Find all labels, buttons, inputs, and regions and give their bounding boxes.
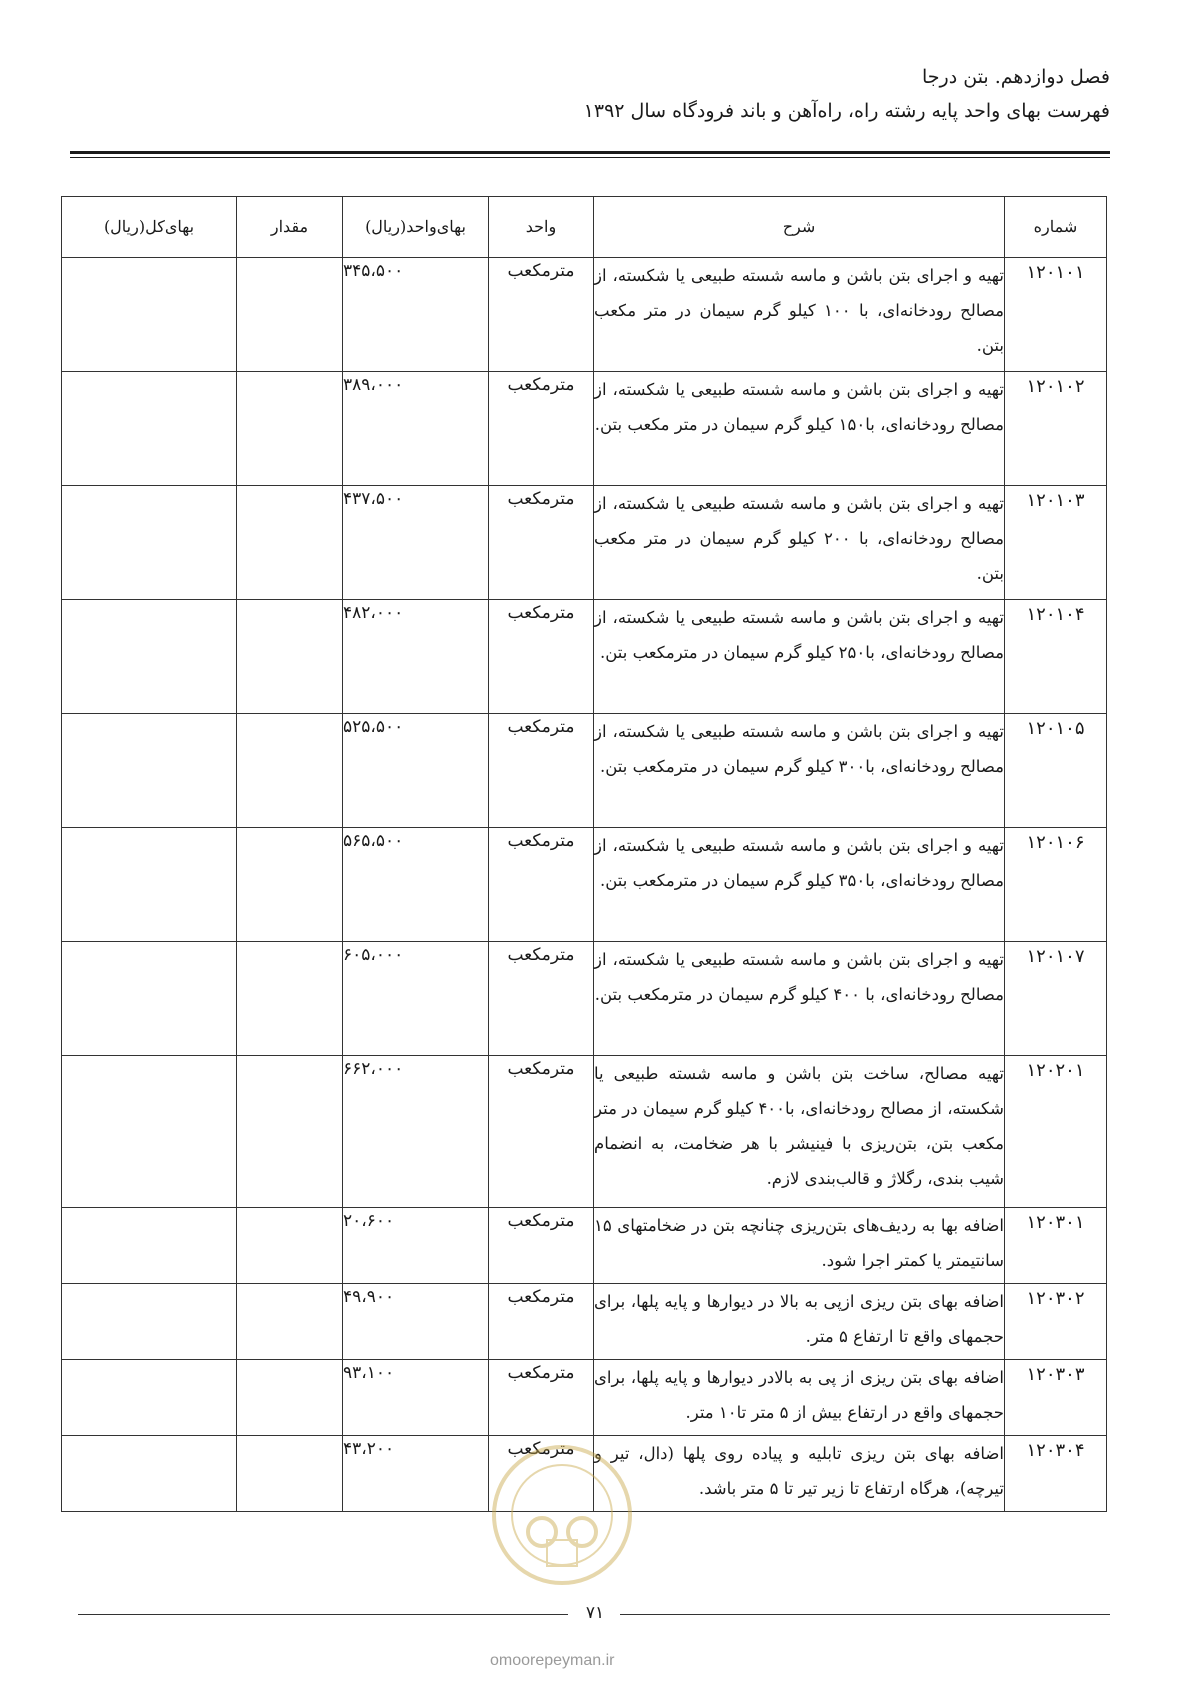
row-total-price — [62, 600, 237, 714]
page-number: ۷۱ — [585, 1603, 605, 1623]
row-description: اضافه بهای بتن ریزی از پی به بالادر دیوارها و پایه پلها، برای حجمهای واقع در ارتفاع بیش از ۵ متر تا۱۰ متر. — [594, 1360, 1005, 1436]
row-unit: مترمکعب — [489, 714, 594, 828]
row-description: اضافه بها به ردیف‌های بتن‌ریزی چنانچه بتن در ضخامتهای ۱۵ سانتیمتر یا کمتر اجرا شود. — [594, 1208, 1005, 1284]
row-unit: مترمکعب — [489, 942, 594, 1056]
row-unit-price: ۳۴۵،۵۰۰ — [343, 258, 489, 372]
header-unit: واحد — [489, 197, 594, 258]
header-rule-thick — [70, 151, 1110, 154]
row-description: تهیه و اجرای بتن باشن و ماسه شسته طبیعی یا شکسته، از مصالح رودخانه‌ای، با۳۰۰ کیلو گرم سیمان در مترمکعب بتن. — [594, 714, 1005, 828]
row-quantity — [237, 1208, 343, 1284]
row-unit: مترمکعب — [489, 600, 594, 714]
row-unit-price: ۵۶۵،۵۰۰ — [343, 828, 489, 942]
row-quantity — [237, 1056, 343, 1208]
row-unit: مترمکعب — [489, 1436, 594, 1512]
row-unit: مترمکعب — [489, 1360, 594, 1436]
header-rule-thin — [70, 157, 1110, 158]
row-unit-price: ۶۶۲،۰۰۰ — [343, 1056, 489, 1208]
row-description: تهیه و اجرای بتن باشن و ماسه شسته طبیعی یا شکسته، از مصالح رودخانه‌ای، با ۱۰۰ کیلو گرم سیمان در متر مکعب بتن. — [594, 258, 1005, 372]
row-quantity — [237, 1284, 343, 1360]
row-unit: مترمکعب — [489, 1056, 594, 1208]
table-row — [62, 714, 1107, 828]
row-unit: مترمکعب — [489, 486, 594, 600]
chapter-title: فصل دوازدهم. بتن درجا — [922, 66, 1110, 88]
row-number: ۱۲۰۳۰۱ — [1005, 1208, 1107, 1284]
row-quantity — [237, 942, 343, 1056]
row-total-price — [62, 1360, 237, 1436]
row-unit-price: ۴۳،۲۰۰ — [343, 1436, 489, 1512]
row-unit: مترمکعب — [489, 1284, 594, 1360]
row-unit: مترمکعب — [489, 372, 594, 486]
row-quantity — [237, 714, 343, 828]
row-unit-price: ۴۳۷،۵۰۰ — [343, 486, 489, 600]
row-quantity — [237, 486, 343, 600]
row-quantity — [237, 828, 343, 942]
row-number: ۱۲۰۱۰۵ — [1005, 714, 1107, 828]
table-row — [62, 1360, 1107, 1436]
row-total-price — [62, 1056, 237, 1208]
row-number: ۱۲۰۱۰۴ — [1005, 600, 1107, 714]
table-row — [62, 600, 1107, 714]
table-row — [62, 258, 1107, 372]
row-description: اضافه بهای بتن ریزی ازپی به بالا در دیوارها و پایه پلها، برای حجمهای واقع تا ارتفاع ۵ متر. — [594, 1284, 1005, 1360]
row-unit-price: ۵۲۵،۵۰۰ — [343, 714, 489, 828]
row-description: اضافه بهای بتن ریزی تابلیه و پیاده روی پلها (دال، تیر و تیرچه)، هرگاه ارتفاع تا زیر تیر تا ۵ متر باشد. — [594, 1436, 1005, 1512]
row-total-price — [62, 1208, 237, 1284]
table-header-row — [62, 197, 1107, 258]
row-description: تهیه و اجرای بتن باشن و ماسه شسته طبیعی یا شکسته، از مصالح رودخانه‌ای، با۱۵۰ کیلو گرم سیمان در متر مکعب بتن. — [594, 372, 1005, 486]
header-unit-price: بهای‌واحد(ریال) — [343, 197, 489, 258]
header-number: شماره — [1005, 197, 1107, 258]
row-number: ۱۲۰۱۰۶ — [1005, 828, 1107, 942]
row-number: ۱۲۰۱۰۷ — [1005, 942, 1107, 1056]
row-number: ۱۲۰۱۰۱ — [1005, 258, 1107, 372]
row-number: ۱۲۰۳۰۲ — [1005, 1284, 1107, 1360]
website-watermark: omoorepeyman.ir — [490, 1652, 615, 1669]
row-quantity — [237, 258, 343, 372]
row-total-price — [62, 942, 237, 1056]
row-total-price — [62, 714, 237, 828]
row-description: تهیه و اجرای بتن باشن و ماسه شسته طبیعی یا شکسته، از مصالح رودخانه‌ای، با۲۵۰ کیلو گرم سیمان در مترمکعب بتن. — [594, 600, 1005, 714]
table-row — [62, 1208, 1107, 1284]
table-row — [62, 1284, 1107, 1360]
row-total-price — [62, 1436, 237, 1512]
row-number: ۱۲۰۳۰۴ — [1005, 1436, 1107, 1512]
row-quantity — [237, 600, 343, 714]
row-number: ۱۲۰۳۰۳ — [1005, 1360, 1107, 1436]
document-title: فهرست بهای واحد پایه رشته راه، راه‌آهن و باند فرودگاه سال ۱۳۹۲ — [583, 100, 1110, 122]
row-total-price — [62, 1284, 237, 1360]
row-quantity — [237, 372, 343, 486]
table-row — [62, 942, 1107, 1056]
row-quantity — [237, 1360, 343, 1436]
row-unit-price: ۶۰۵،۰۰۰ — [343, 942, 489, 1056]
row-number: ۱۲۰۱۰۳ — [1005, 486, 1107, 600]
row-unit: مترمکعب — [489, 1208, 594, 1284]
row-unit-price: ۹۳،۱۰۰ — [343, 1360, 489, 1436]
table-row — [62, 1056, 1107, 1208]
row-total-price — [62, 372, 237, 486]
row-description: تهیه و اجرای بتن باشن و ماسه شسته طبیعی یا شکسته، از مصالح رودخانه‌ای، با ۴۰۰ کیلو گرم سیمان در مترمکعب بتن. — [594, 942, 1005, 1056]
row-unit-price: ۴۸۲،۰۰۰ — [343, 600, 489, 714]
header-description: شرح — [594, 197, 1005, 258]
header-total-price: بهای‌کل(ریال) — [62, 197, 237, 258]
row-total-price — [62, 828, 237, 942]
row-total-price — [62, 258, 237, 372]
table-row — [62, 486, 1107, 600]
row-unit: مترمکعب — [489, 258, 594, 372]
row-unit-price: ۲۰،۶۰۰ — [343, 1208, 489, 1284]
row-unit-price: ۴۹،۹۰۰ — [343, 1284, 489, 1360]
row-unit-price: ۳۸۹،۰۰۰ — [343, 372, 489, 486]
row-description: تهیه و اجرای بتن باشن و ماسه شسته طبیعی یا شکسته، از مصالح رودخانه‌ای، با۳۵۰ کیلو گرم سیمان در مترمکعب بتن. — [594, 828, 1005, 942]
table-row — [62, 828, 1107, 942]
row-unit: مترمکعب — [489, 828, 594, 942]
row-description: تهیه مصالح، ساخت بتن باشن و ماسه شسته طبیعی یا شکسته، از مصالح رودخانه‌ای، با۴۰۰ کیلو گرم سیمان در متر مکعب بتن، بتن‌ریزی با فینیشر با هر ضخامت، به انضمام شیب بندی، رگلاژ و قالب‌بندی لازم. — [594, 1056, 1005, 1208]
price-table — [61, 196, 1107, 1512]
row-total-price — [62, 486, 237, 600]
watermark-seal-icon — [487, 1440, 637, 1590]
table-row — [62, 372, 1107, 486]
header-quantity: مقدار — [237, 197, 343, 258]
footer-rule-right — [620, 1614, 1110, 1615]
row-description: تهیه و اجرای بتن باشن و ماسه شسته طبیعی یا شکسته، از مصالح رودخانه‌ای، با ۲۰۰ کیلو گرم سیمان در متر مکعب بتن. — [594, 486, 1005, 600]
page-header — [70, 62, 1110, 126]
row-number: ۱۲۰۲۰۱ — [1005, 1056, 1107, 1208]
row-quantity — [237, 1436, 343, 1512]
row-number: ۱۲۰۱۰۲ — [1005, 372, 1107, 486]
footer-rule-left — [78, 1614, 568, 1615]
